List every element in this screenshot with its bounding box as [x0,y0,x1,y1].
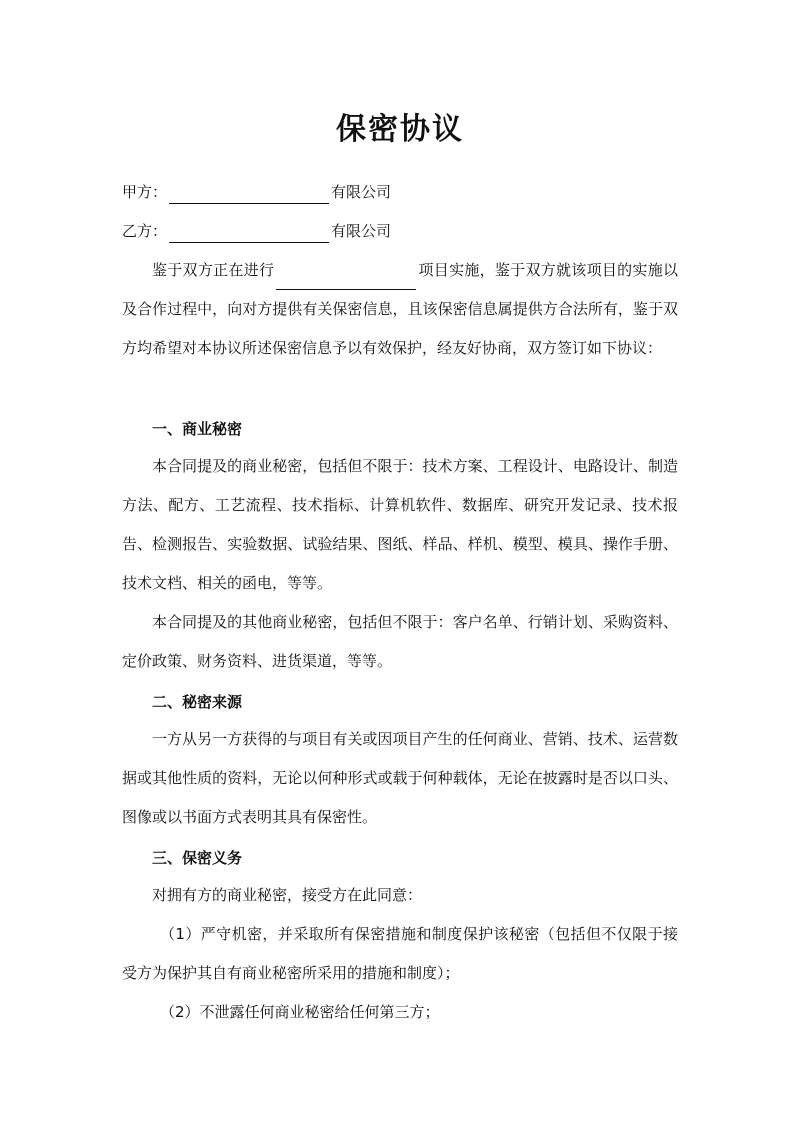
section-paragraph: 一方从另一方获得的与项目有关或因项目产生的任何商业、营销、技术、运营数据或其他性质的资料，无论以何种形式或载于何种载体，无论在披露时是否以口头、图像或以书面方式表明其具有保密性。 [122,730,678,826]
section-heading: 一、商业秘密 [152,420,243,438]
section-heading: 二、秘密来源 [152,693,243,711]
document-title: 保密协议 [336,112,464,147]
party-a-suffix: 有限公司 [331,183,392,201]
party-b-line [122,219,391,243]
party-b-suffix: 有限公司 [331,222,392,240]
section-paragraph: 本合同提及的商业秘密，包括但不限于：技术方案、工程设计、电路设计、制造方法、配方、工艺流程、技术指标、计算机软件、数据库、研究开发记录、技术报告、检测报告、实验数据、试验结果、图纸、样品、样机、模型、模具、操作手册、技术文档、相关的函电，等等。 [122,457,678,592]
section-paragraph: 本合同提及的其他商业秘密，包括但不限于：客户名单、行销计划、采购资料、定价政策、财务资料、进货渠道，等等。 [122,613,678,670]
party-a-label: 甲方： [122,183,168,201]
party-b-blank [169,224,329,243]
intro-paragraph [122,251,678,368]
intro-after-blank: 项目实施，鉴于双方就该项目的实施以及合作过程中，向对方提供有关保密信息，且该保密信息属提供方合法所有，鉴于双方均希望对本协议所述保密信息予以有效保护，经友好协商，双方签订如下协议： [122,261,678,357]
project-blank [276,271,416,290]
party-a-line [122,180,391,204]
section-heading: 三、保密义务 [152,849,243,867]
party-b-label: 乙方： [122,222,168,240]
obligation-item: （2）不泄露任何商业秘密给任何第三方； [160,1003,440,1021]
section-paragraph: 对拥有方的商业秘密，接受方在此同意： [152,886,423,904]
intro-before-blank: 鉴于双方正在进行 [152,261,275,279]
obligation-item: （1）严守机密，并采取所有保密措施和制度保护该秘密（包括但不仅限于接受方为保护其自有商业秘密所采用的措施和制度）； [122,925,678,982]
party-a-blank [169,185,329,204]
